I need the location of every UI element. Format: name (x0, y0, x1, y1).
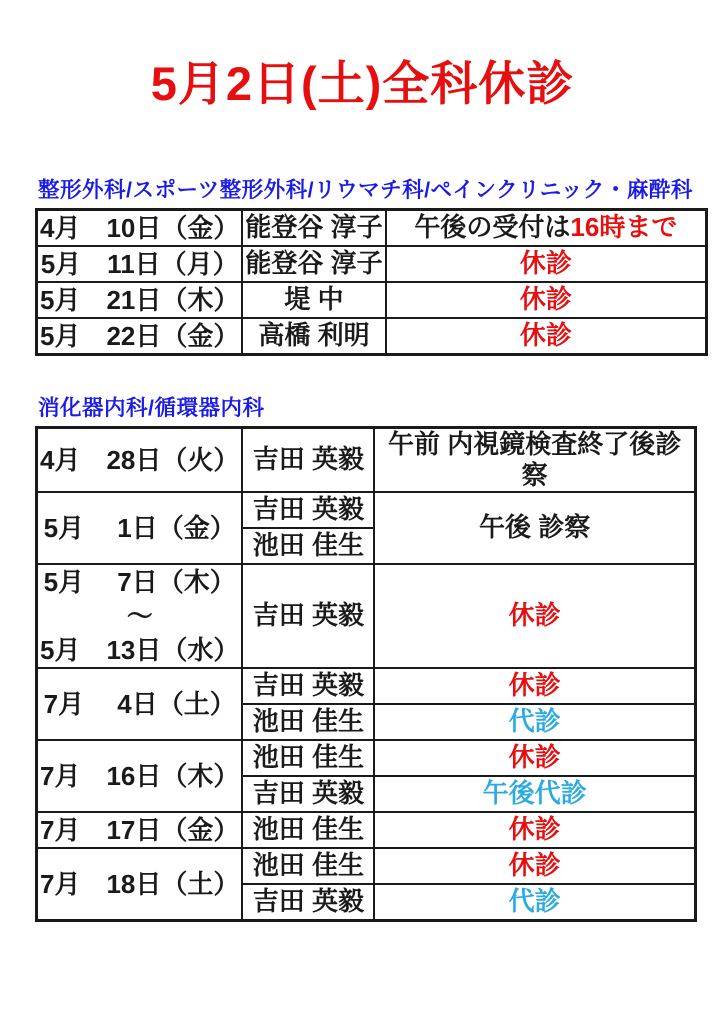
status-note-cell (374, 492, 695, 564)
status-note-text: 休診 (519, 284, 572, 315)
doctor-name-cell: 吉田 英毅 (242, 427, 374, 492)
date-cell: 5月 21日（木） (37, 282, 243, 318)
schedule-row (37, 564, 696, 668)
status-note-text: 午前 内視鏡検査終了後診察 (388, 428, 682, 490)
status-note-cell (386, 246, 707, 282)
section-heading-internal-medicine: 消化器内科/循環器内科 (38, 396, 265, 421)
status-note-cell (374, 704, 695, 740)
schedule-row (37, 427, 696, 492)
schedule-row (37, 282, 707, 318)
status-note-cell (386, 282, 707, 318)
date-cell: 7月 17日（金） (37, 812, 243, 848)
date-cell: 5月 22日（金） (37, 318, 243, 355)
doctor-name-cell: 吉田 英毅 (242, 776, 374, 812)
date-cell: 5月 1日（金） (37, 492, 243, 564)
status-note-cell (374, 812, 695, 848)
status-note-text: 休診 (508, 670, 561, 701)
section-internal-medicine (0, 397, 725, 922)
status-note-text: 休診 (519, 248, 572, 279)
doctor-name-cell: 吉田 英毅 (242, 884, 374, 920)
status-note-text: 午後代診 (482, 778, 587, 809)
status-note-cell (386, 210, 707, 247)
date-cell: 7月 4日（土） (37, 668, 243, 740)
doctor-name-cell: 池田 佳生 (242, 740, 374, 776)
date-cell: 4月 28日（火） (37, 427, 243, 492)
status-note-text: 休診 (508, 814, 561, 845)
schedule-row (37, 246, 707, 282)
doctor-name-cell: 吉田 英毅 (242, 492, 374, 528)
date-cell: 5月 11日（月） (37, 246, 243, 282)
doctor-name-cell: 能登谷 淳子 (242, 210, 385, 247)
schedule-row (37, 210, 707, 247)
doctor-name-cell: 堤 中 (242, 282, 385, 318)
status-note-text: 代診 (508, 706, 561, 737)
doctor-name-cell: 吉田 英毅 (242, 668, 374, 704)
page-title: 5月2日(土)全科休診 (150, 57, 575, 110)
doctor-name-cell: 池田 佳生 (242, 528, 374, 564)
doctor-name-cell: 能登谷 淳子 (242, 246, 385, 282)
schedule-table-internal-medicine (35, 426, 697, 922)
date-cell: 4月 10日（金） (37, 210, 243, 247)
schedule-row (37, 812, 696, 848)
doctor-name-cell: 吉田 英毅 (242, 564, 374, 668)
status-note-cell (374, 848, 695, 884)
status-note-text: 休診 (508, 600, 561, 631)
doctor-name-cell: 池田 佳生 (242, 848, 374, 884)
section-heading-orthopedics: 整形外科/スポーツ整形外科/リウマチ科/ペインクリニック・麻酔科 (38, 178, 693, 203)
status-note-cell (374, 564, 695, 668)
date-cell: 7月 16日（木） (37, 740, 243, 812)
status-note-cell (374, 427, 695, 492)
status-note-text: 休診 (519, 320, 572, 351)
status-note-cell (386, 318, 707, 355)
doctor-name-cell: 池田 佳生 (242, 704, 374, 740)
schedule-row (37, 318, 707, 355)
status-note-text: 16時まで (570, 212, 678, 243)
status-note-cell (374, 776, 695, 812)
status-note-text: 休診 (508, 742, 561, 773)
schedule-row (37, 740, 696, 776)
status-note-text: 午後 診察 (479, 512, 591, 543)
status-note-text: 代診 (508, 886, 561, 917)
date-cell: 5月 7日（木） 〜 5月 13日（水） (37, 564, 243, 668)
status-note-text: 休診 (508, 850, 561, 881)
status-note-cell (374, 740, 695, 776)
status-note-cell (374, 668, 695, 704)
status-note-text: 午後の受付は (414, 212, 571, 243)
date-cell: 7月 18日（土） (37, 848, 243, 920)
doctor-name-cell: 高橋 利明 (242, 318, 385, 355)
schedule-row (37, 848, 696, 884)
doctor-name-cell: 池田 佳生 (242, 812, 374, 848)
schedule-row (37, 492, 696, 528)
status-note-cell (374, 884, 695, 920)
schedule-row (37, 668, 696, 704)
section-orthopedics (0, 179, 725, 356)
schedule-table-orthopedics (35, 208, 708, 356)
